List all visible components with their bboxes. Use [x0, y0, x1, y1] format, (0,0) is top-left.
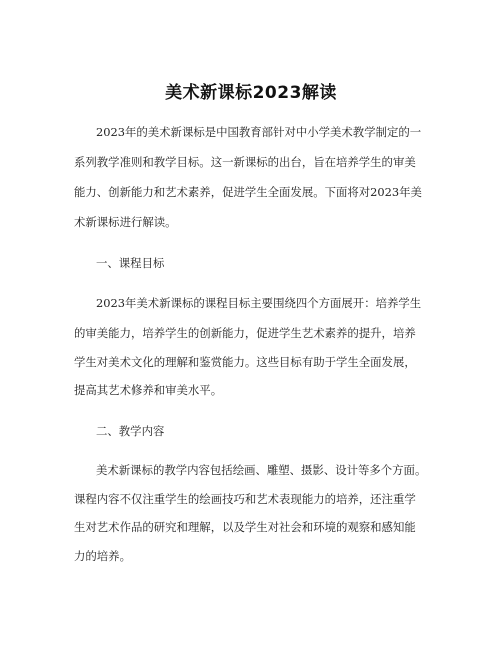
intro-line: 术新课标进行解读。	[74, 215, 177, 229]
intro-line: 能力、创新能力和艺术素养，促进学生全面发展。下面将对2023年美	[74, 185, 422, 199]
section-line: 课程内容不仅注重学生的绘画技巧和艺术表现能力的培养，还注重学	[74, 492, 416, 506]
intro-line: 系列教学准则和教学目标。这一新课标的出台，旨在培养学生的审美	[74, 155, 416, 169]
section-line: 2023年美术新课标的课程目标主要围绕四个方面展开：培养学生	[96, 296, 422, 310]
section-line: 的审美能力，培养学生的创新能力，促进学生艺术素养的提升，培养	[74, 326, 416, 340]
document-title: 美术新课标2023解读	[165, 83, 337, 103]
section-line: 力的培养。	[74, 549, 131, 563]
section-line: 提高其艺术修养和审美水平。	[74, 383, 223, 397]
section-line: 生对艺术作品的研究和理解，以及学生对社会和环境的观察和感知能	[74, 520, 416, 534]
section-heading: 一、课程目标	[96, 256, 165, 270]
intro-line: 2023年的美术新课标是中国教育部针对中小学美术教学制定的一	[96, 125, 422, 139]
section-line: 学生对美术文化的理解和鉴赏能力。这些目标有助于学生全面发展，	[74, 355, 416, 369]
section-heading: 二、教学内容	[96, 424, 165, 438]
section-line: 美术新课标的教学内容包括绘画、雕塑、摄影、设计等多个方面。	[96, 463, 427, 477]
